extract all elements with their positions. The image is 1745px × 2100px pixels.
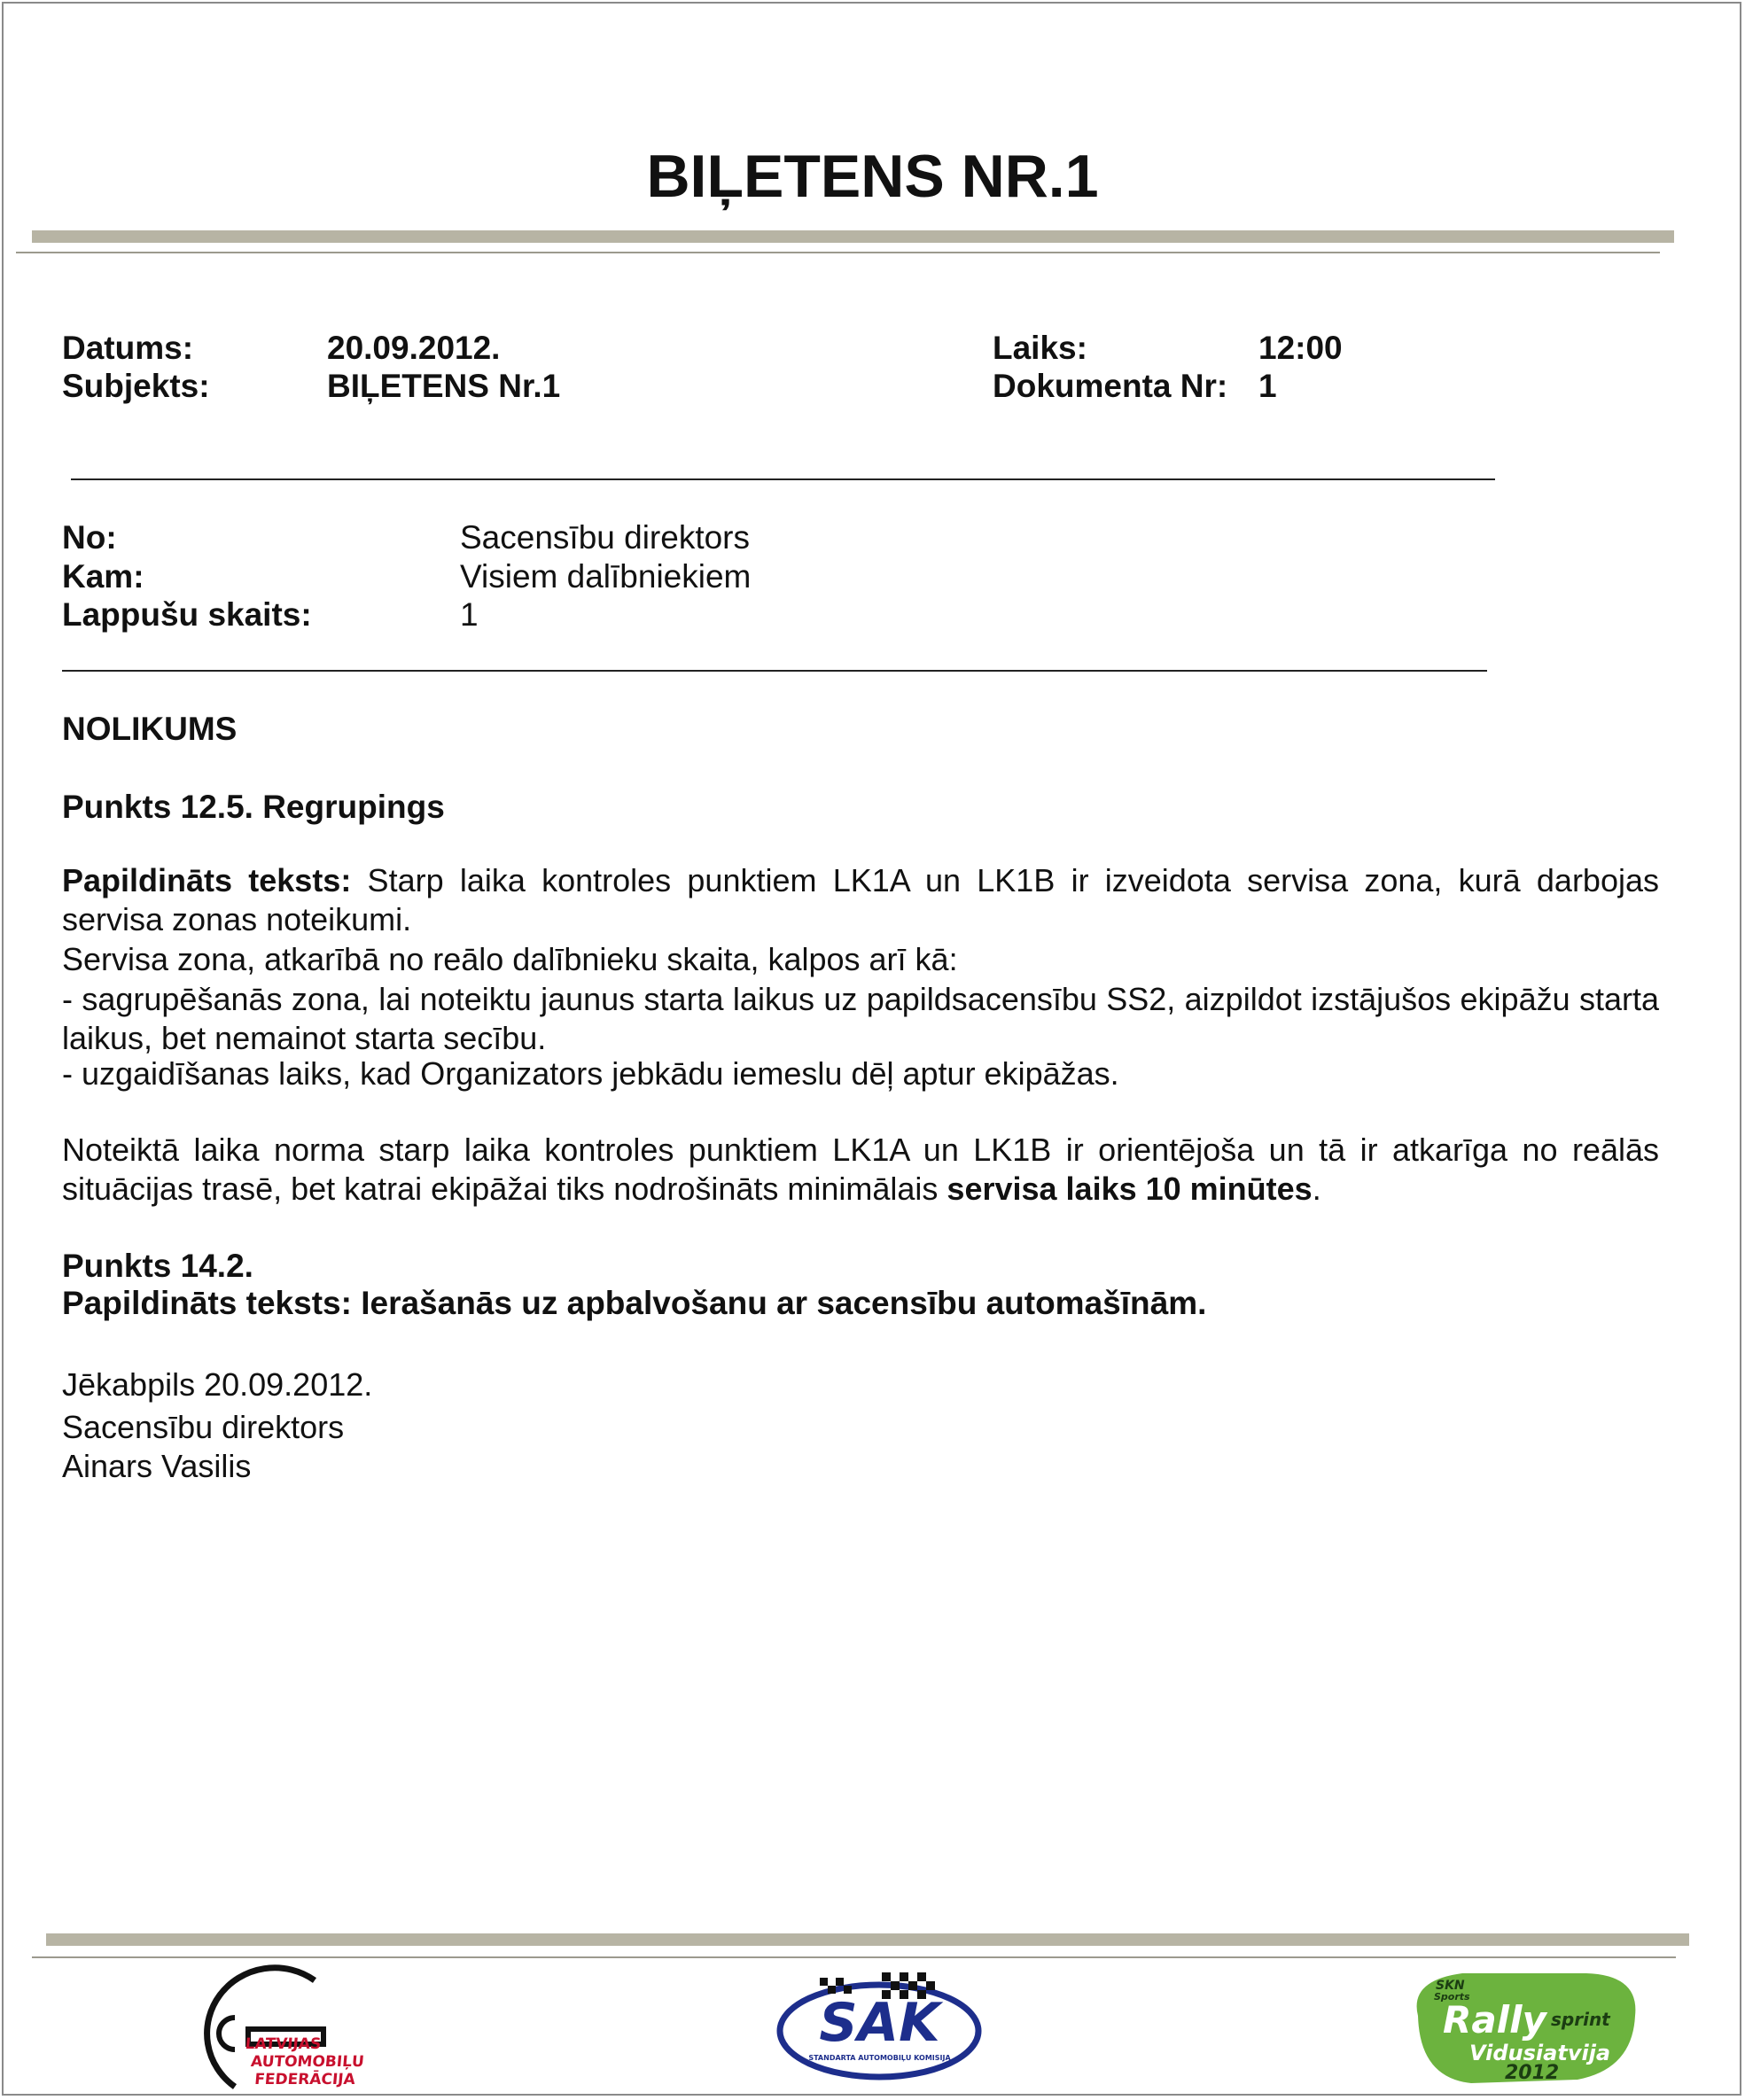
rally-skn: SKN [1436,1979,1465,1993]
docnum-label: Dokumenta Nr: [993,368,1228,404]
point-heading: Punkts 12.5. Regrupings [62,789,445,825]
time-label: Laiks: [993,330,1087,366]
date-value: 20.09.2012. [327,330,501,366]
to-value: Visiem dalībniekiem [460,558,752,595]
docnum-value: 1 [1258,368,1277,404]
lamf-logo [182,1963,365,2096]
document-title: BIĻETENS NR.1 [646,143,1099,210]
lamf-line-3: FEDERĀCIJA [253,2071,356,2088]
separator-line [71,478,1495,480]
paragraph-end: . [1312,1171,1321,1207]
added-text-label: Papildināts teksts: [62,862,352,898]
point-heading: Punkts 14.2. [62,1248,253,1284]
rally-word: Rally [1443,1998,1546,2042]
date-label: Datums: [62,330,194,366]
paragraph-text: Servisa zona, atkarībā no reālo dalībnieku skaita, kalpos arī kā: [62,941,958,977]
lamf-line-2: AUTOMOBIĻU [250,2053,365,2071]
rally-region: Vidusiatvija [1469,2041,1611,2065]
pages-value: 1 [460,596,479,633]
footer-rule [32,1956,1676,1958]
paragraph [62,940,1659,979]
subject-value: BIĻETENS Nr.1 [327,368,561,404]
subject-label: Subjekts: [62,368,210,404]
paragraph-bold: servisa laiks 10 minūtes [947,1171,1313,1207]
paragraph-text: Starp laika kontroles punktiem LK1A un LK1B ir izveidota servisa zona, kurā darbojas servisa zonas noteikumi. [62,862,1659,937]
paragraph [62,861,1659,939]
lamf-text [241,2035,365,2088]
paragraph [62,980,1659,1058]
rally-sprint-logo [1400,1963,1648,2091]
paragraph [62,1054,1659,1093]
sak-logo [775,1967,984,2082]
footer-bar [46,1933,1689,1946]
separator-line [62,670,1487,672]
time-value: 12:00 [1258,330,1343,366]
sak-subtext: STANDARTA AUTOMOBIĻU KOMISIJA [808,2054,951,2062]
pages-label: Lappušu skaits: [62,596,312,633]
paragraph-text: Noteiktā laika norma starp laika kontroles punktiem LK1A un LK1B ir orientējoša un tā ir atkarīga no reālās situācijas trasē, bet katrai ekipāžai tiks nodrošināts minimālais [62,1132,1659,1207]
lamf-line-1: LATVIJAS [244,2035,323,2053]
section-heading: NOLIKUMS [62,711,238,747]
paragraph-text: - uzgaidīšanas laiks, kad Organizators jebkādu iemeslu dēļ aptur ekipāžas. [62,1055,1119,1092]
paragraph [62,1131,1659,1209]
from-value: Sacensību direktors [460,519,751,556]
sak-text: SAK [819,1992,940,2054]
from-label: No: [62,519,117,556]
rally-year: 2012 [1505,2062,1560,2084]
point-text: Papildināts teksts: Ierašanās uz apbalvošanu ar sacensību automašīnām. [62,1285,1207,1321]
signature-place-date: Jēkabpils 20.09.2012. [62,1366,373,1403]
rally-sprint: sprint [1551,2009,1610,2030]
signature-name: Ainars Vasilis [62,1448,252,1484]
signature-role: Sacensību direktors [62,1409,345,1445]
rally-sports: Sports [1434,1991,1470,2003]
header-rule [16,252,1660,253]
to-label: Kam: [62,558,144,595]
paragraph-text: - sagrupēšanās zona, lai noteiktu jaunus starta laikus uz papildsacensību SS2, aizpildot izstājušos ekipāžu starta laikus, bet nemainot starta secību. [62,981,1659,1056]
header-bar [32,230,1674,243]
